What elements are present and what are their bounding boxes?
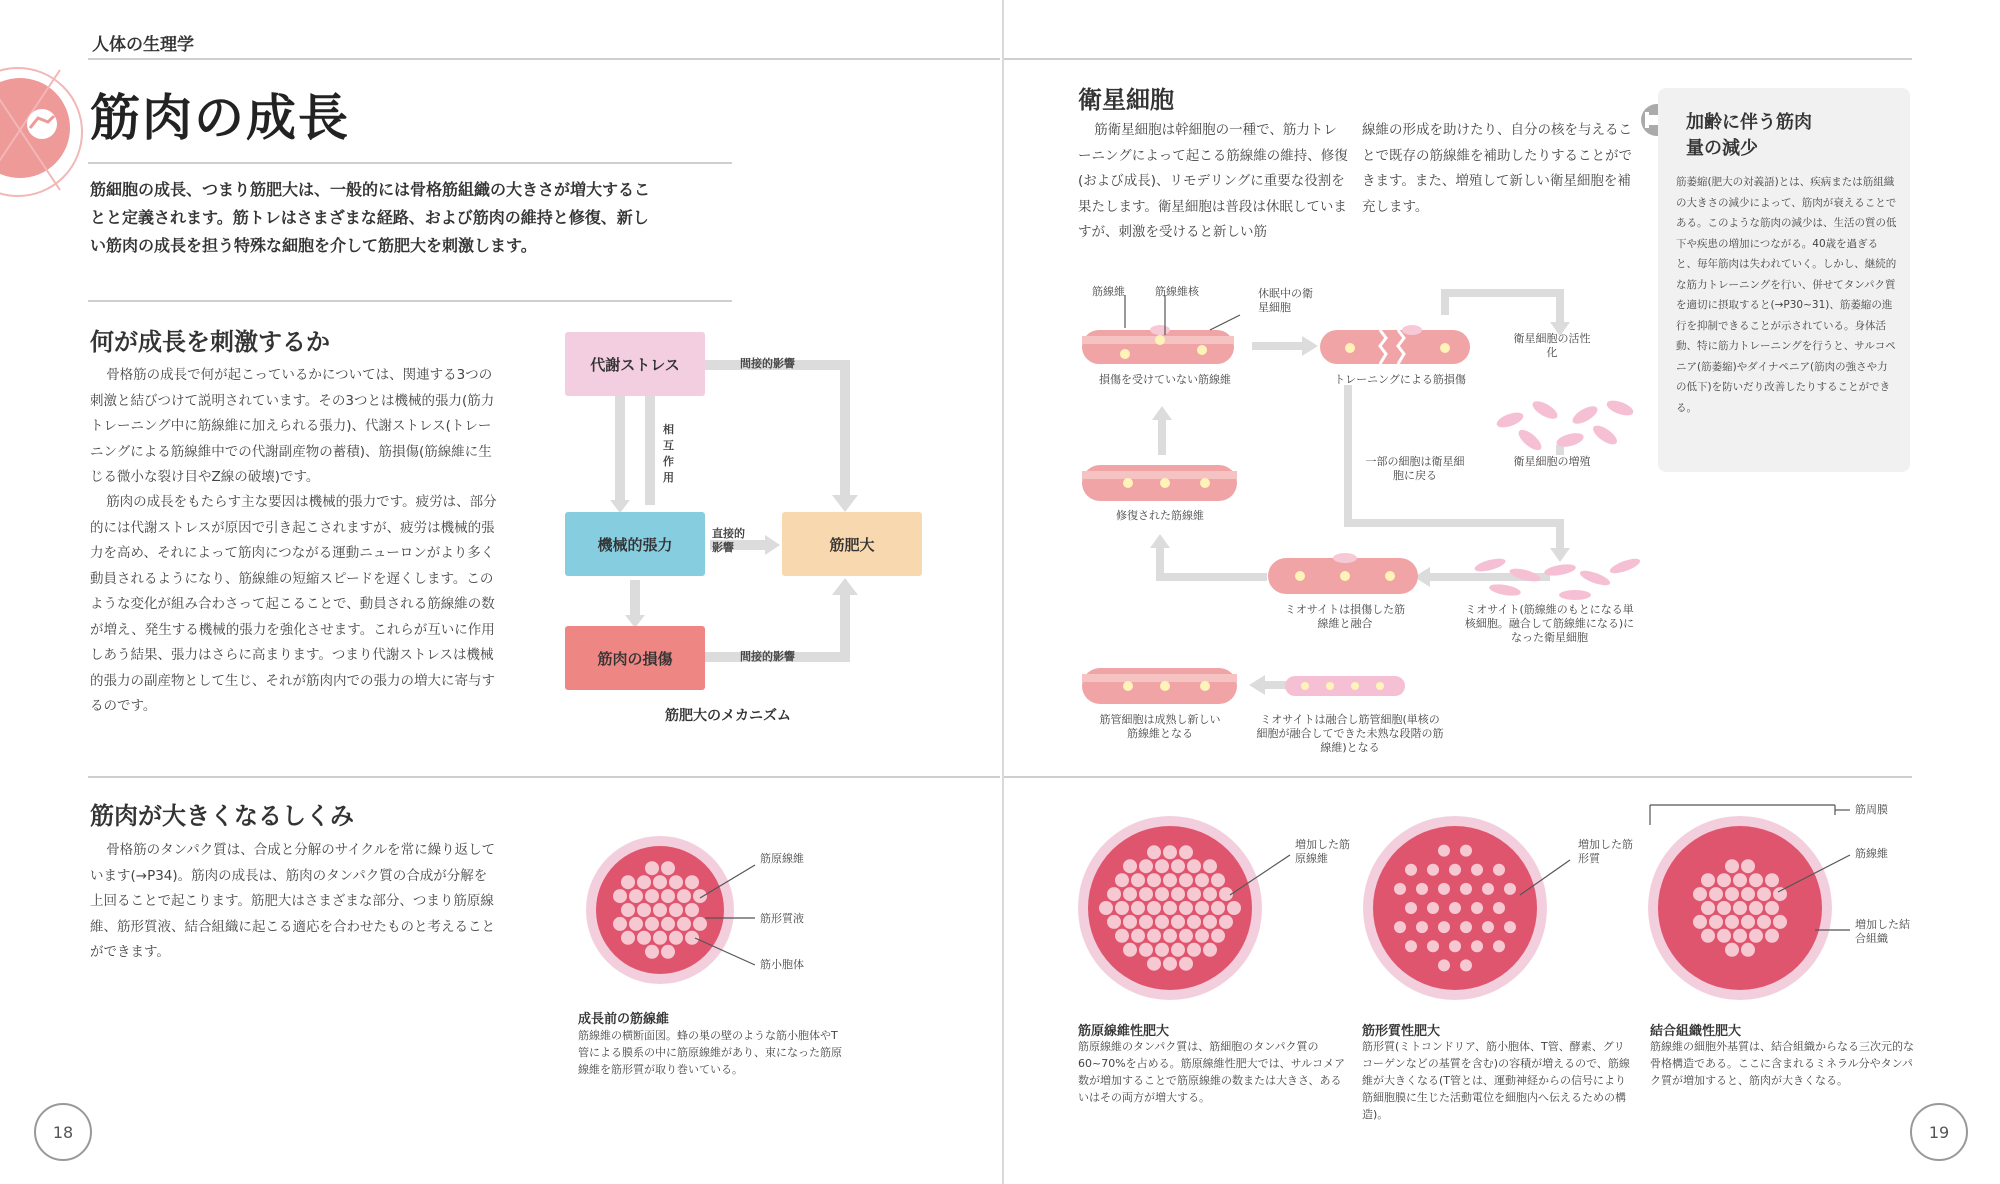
fiber-fused [1268, 553, 1418, 594]
caption-sarcoplasmic-title: 筋形質性肥大 [1362, 1024, 1441, 1039]
caption-myofibrillar-title: 筋原線維性肥大 [1078, 1024, 1170, 1039]
myofibril-dot [1163, 845, 1177, 859]
myofibril-dot [1147, 845, 1161, 859]
myofibril-dot [621, 931, 635, 945]
myofibril-dot [1203, 859, 1217, 873]
myofibril-dot [645, 945, 659, 959]
myofibril-dot [1123, 943, 1137, 957]
myofibril-dot [1749, 929, 1763, 943]
myofibril-dot [1139, 859, 1153, 873]
myotube [1285, 676, 1405, 696]
caption-connective-text: 筋線維の細胞外基質は、結合組織からなる三次元的な骨格構造である。ここに含まれるミネラル分やタンパク質が増加すると、筋肉が大きくなる。 [1650, 1040, 1914, 1087]
fiber-undamaged [1082, 325, 1234, 364]
myofibril-dot [1427, 940, 1439, 952]
satellite-col-1: 筋衛星細胞は幹細胞の一種で、筋力トレーニングによって起こる筋線維の維持、修復(および成長)、リモデリングに重要な役割を果たします。衛星細胞は普段は休眠していますが、刺激を受けると新しい筋 [1078, 122, 1348, 240]
label-proliferation: 衛星細胞の増殖 [1513, 455, 1591, 468]
myofibril-dot [1405, 902, 1417, 914]
myofibril-dot [685, 903, 699, 917]
box-mechanical-tension: 機械的張力 [565, 512, 705, 576]
page-number-right: 19 [1910, 1103, 1968, 1161]
fiber-repaired [1082, 465, 1237, 501]
sidebar-body: 筋萎縮(肥大の対義語)とは、疾病または筋組織の大きさの減少によって、筋肉が衰えることである。このような筋肉の減少は、生活の質の低下や疾患の増加につながる。40歳を過ぎると、毎年筋肉は失われていく。しかし、継続的な筋力トレーニングを行い、併せてタンパク質を適切に摂取すると(→P30~31)、筋萎縮の進行を抑制できることが示されている。身体活動、特に筋力トレーニングを行うと、サルコペニア(筋萎縮)やダイナペニア(筋肉の強さや力の低下)を防いだり改善したりすることができる。 [1676, 176, 1897, 414]
chapter-tab-icon [0, 68, 82, 196]
myofibril-dot [1504, 883, 1516, 895]
myofibril-dot [1504, 921, 1516, 933]
myofibril-dot [1693, 887, 1707, 901]
label-dormant: 休眠中の衛星細胞 [1258, 287, 1313, 314]
myofibril-dot [1757, 887, 1771, 901]
label-mutual: 相互作用 [663, 423, 674, 484]
myofibril-dot [1115, 873, 1129, 887]
myofibril-dot [1773, 887, 1787, 901]
label-mito: 筋小胞体 [760, 958, 804, 971]
myofibril-dot [1163, 929, 1177, 943]
section-rule-2 [88, 776, 1000, 778]
myofibril-dot [1438, 921, 1450, 933]
myofibril-dot [1394, 921, 1406, 933]
myofibril-dot [637, 903, 651, 917]
myofibril-dot [661, 889, 675, 903]
label-sarcoplasm: 筋形質液 [760, 912, 804, 925]
myofibril-dot [677, 889, 691, 903]
myofibril-dot [1471, 864, 1483, 876]
myofibril-dot [1449, 902, 1461, 914]
box-metabolic-stress: 代謝ストレス [565, 332, 705, 396]
page-number-left: 18 [34, 1103, 92, 1161]
myofibril-dot [1438, 959, 1450, 971]
myofibril-dot [1749, 901, 1763, 915]
label-returned: 一部の細胞は衛星細胞に戻る [1365, 455, 1465, 482]
myofibril-dot [645, 917, 659, 931]
myofibril-dot [1131, 901, 1145, 915]
myofibril-dot [1427, 864, 1439, 876]
myofibril-dot [669, 875, 683, 889]
myofibril-dot [1123, 915, 1137, 929]
myofibril-dot [1749, 873, 1763, 887]
myofibril-dot [1709, 915, 1723, 929]
myofibril-dot [1493, 864, 1505, 876]
label-repaired: 修復された筋線維 [1116, 509, 1204, 522]
myofibril-dot [1107, 915, 1121, 929]
myofibril-dot [1187, 915, 1201, 929]
heading-growth: 筋肉が大きくなるしくみ [90, 802, 354, 830]
myofibril-dot [1155, 943, 1169, 957]
myofibril-dot [1163, 901, 1177, 915]
satellite-cells-proliferating [1495, 398, 1635, 454]
myofibril-dot [1733, 873, 1747, 887]
diagram-caption-mechanism: 筋肥大のメカニズム [665, 708, 791, 724]
box-muscle-damage: 筋肉の損傷 [565, 626, 705, 690]
label-myocyte: ミオサイト(筋線維のもとになる単核細胞。融合して筋線維になる)になった衛星細胞 [1464, 603, 1635, 644]
myofibril-dot [613, 889, 627, 903]
label-indirect-top: 間接的影響 [740, 357, 795, 370]
growth-paragraph: 骨格筋のタンパク質は、合成と分解のサイクルを常に繰り返しています(→P34)。筋肉の成長は、筋肉のタンパク質の合成が分解を上回ることで起こります。筋肥大はさまざまな部分、つまり筋原線維、筋形質液、結合組織に起こる適応を合わせたものと考えることができます。 [90, 842, 496, 960]
myofibril-dot [653, 903, 667, 917]
myofibril-dot [1179, 845, 1193, 859]
myofibril-dot [1179, 873, 1193, 887]
caption-before-text: 筋線維の横断面図。蜂の巣の壁のような筋小胞体やT管による膜系の中に筋原線維があり、束になった筋原線維を筋形質が取り巻いている。 [578, 1029, 842, 1076]
page-title: 筋肉の成長 [90, 89, 350, 147]
myofibril-dot [1427, 902, 1439, 914]
title-rule [88, 162, 732, 164]
label-undamaged: 損傷を受けていない筋線維 [1099, 373, 1231, 386]
myofibril-dot [1733, 901, 1747, 915]
myofibril-dot [1405, 940, 1417, 952]
lead-paragraph: 筋細胞の成長、つまり筋肥大は、一般的には骨格筋組織の大きさが増大することと定義されます。筋トレはさまざまな経路、および筋肉の維持と修復、新しい筋肉の成長を担う特殊な細胞を介して筋肥大を刺激します。 [90, 180, 651, 255]
label-inc-myofibril: 増加した筋原線維 [1295, 838, 1350, 865]
myofibril-dot [1171, 915, 1185, 929]
myofibril-dot [1155, 915, 1169, 929]
label-matured: 筋管細胞は成熟し新しい筋線維となる [1099, 713, 1221, 740]
myofibril-dot [637, 875, 651, 889]
stimulus-paragraph-1: 骨格筋の成長で何が起こっているかについては、関連する3つの刺激と結びつけて説明されています。その3つとは機械的張力(筋力トレーニング中に筋線維に加えられる張力)、代謝ストレス(トレーニングによる筋線維中での代謝副産物の蓄積)、筋損傷(筋線維に生じる微小な裂け目やZ線の破壊)です。 [90, 367, 495, 485]
myofibril-dot [1471, 902, 1483, 914]
myofibril-dot [1693, 915, 1707, 929]
myofibril-dot [1460, 845, 1472, 857]
myofibril-dot [1171, 943, 1185, 957]
myofibril-dot [1416, 883, 1428, 895]
myofibril-dot [661, 861, 675, 875]
myofibril-dot [1460, 959, 1472, 971]
myofibril-dot [1171, 887, 1185, 901]
myofibril-dot [629, 889, 643, 903]
label-fiber: 筋線維 [1092, 285, 1125, 298]
label-damaged: トレーニングによる筋損傷 [1334, 373, 1466, 386]
section-rule-2-right [1004, 776, 1912, 778]
mechanism-arrows [620, 365, 845, 657]
myofibril-dot [1195, 929, 1209, 943]
caption-myofibrillar-text: 筋原線維のタンパク質は、筋細胞のタンパク質の60~70%を占める。筋原線維性肥大では、サルコメア数が増加することで筋原線維の数または大きさ、あるいはその両方が増大する。 [1078, 1040, 1346, 1104]
myofibril-dot [1203, 887, 1217, 901]
myofibril-dot [1179, 929, 1193, 943]
page-fold [1002, 0, 1004, 1184]
myofibril-dot [1211, 873, 1225, 887]
myofibril-dot [1460, 921, 1472, 933]
myofibril-dot [645, 861, 659, 875]
label-inc-sarcoplasm: 増加した筋形質 [1578, 838, 1633, 865]
section-label: 人体の生理学 [92, 35, 194, 55]
label-nucleus: 筋線維核 [1155, 285, 1199, 298]
caption-before-title: 成長前の筋線維 [578, 1012, 670, 1027]
myofibril-dot [1147, 901, 1161, 915]
myofibril-dot [1147, 873, 1161, 887]
myofibril-dot [1449, 864, 1461, 876]
myofibril-dot [1147, 957, 1161, 971]
myofibril-dot [1717, 873, 1731, 887]
label-activation: 衛星細胞の活性化 [1513, 332, 1591, 359]
myofibril-dot [1438, 883, 1450, 895]
myofibril-dot [1765, 873, 1779, 887]
myofibril-dot [685, 931, 699, 945]
myofibril-dot [1405, 864, 1417, 876]
myofibril-dot [1482, 883, 1494, 895]
label-fascicle: 筋線維 [1855, 847, 1888, 860]
myofibril-dot [1211, 901, 1225, 915]
label-inc-connective: 増加した結合組織 [1855, 918, 1910, 945]
myofibril-dot [1741, 915, 1755, 929]
myofibril-dot [1179, 901, 1193, 915]
myofibril-dot [1187, 943, 1201, 957]
myofibril-dot [693, 917, 707, 931]
myofibril-dot [1709, 887, 1723, 901]
myofibril-dot [1203, 943, 1217, 957]
myofibril-dot [1155, 887, 1169, 901]
myofibril-dot [653, 875, 667, 889]
myofibril-dot [1394, 883, 1406, 895]
myofibril-dot [621, 903, 635, 917]
myofibril-dot [1179, 957, 1193, 971]
myofibril-dot [661, 917, 675, 931]
myofibril-dot [1471, 940, 1483, 952]
myofibril-dot [1717, 901, 1731, 915]
myofibril-dot [1155, 859, 1169, 873]
myofibril-dot [1460, 883, 1472, 895]
caption-sarcoplasmic-text: 筋形質(ミトコンドリア、筋小胞体、T管、酵素、グリコーゲンなどの基質を含む)の容積が増えるので、筋線維が大きくなる(T管とは、運動神経からの信号により筋細胞膜に生じた活動電位を細胞内へ伝えるための構造)。 [1362, 1040, 1630, 1121]
myofibril-dot [1438, 845, 1450, 857]
myofibril-dot [1195, 901, 1209, 915]
myofibril-dot [1099, 901, 1113, 915]
myofibril-dot [1115, 901, 1129, 915]
header-rule-right [1004, 58, 1912, 60]
fiber-damaged [1320, 325, 1470, 364]
myofibril-dot [653, 931, 667, 945]
myofibril-dot [1115, 929, 1129, 943]
myofibril-dot [1725, 943, 1739, 957]
myofibril-dot [1107, 887, 1121, 901]
myofibril-dot [1171, 859, 1185, 873]
myofibril-dot [1493, 940, 1505, 952]
label-indirect-bottom: 間接的影響 [740, 650, 795, 663]
myofibril-dot [669, 931, 683, 945]
myofibril-dot [1163, 957, 1177, 971]
myofibril-dot [1725, 915, 1739, 929]
heading-satellite: 衛星細胞 [1078, 86, 1174, 114]
myofibril-dot [1123, 887, 1137, 901]
myofibril-dot [1203, 915, 1217, 929]
myofibril-dot [1741, 887, 1755, 901]
myofibril-dot [1219, 915, 1233, 929]
label-perimysium: 筋周膜 [1855, 803, 1888, 816]
myofibril-dot [1482, 921, 1494, 933]
myofibril-dot [1449, 940, 1461, 952]
myofibril-dot [1725, 859, 1739, 873]
myofibril-dot [1187, 887, 1201, 901]
label-fused: ミオサイトは損傷した筋線維と融合 [1284, 603, 1406, 630]
myofibril-dot [1187, 859, 1201, 873]
myofibril-dot [1139, 943, 1153, 957]
myofibril-dot [645, 889, 659, 903]
myofibril-dot [1701, 901, 1715, 915]
label-myotube: ミオサイトは融合し筋管細胞(単核の細胞が融合してできた未熟な段階の筋線維)となる [1256, 713, 1444, 754]
myofibril-dot [685, 875, 699, 889]
myofibril-dot [1741, 943, 1755, 957]
myofibril-dot [1701, 873, 1715, 887]
myofibril-dot [1139, 887, 1153, 901]
myofibril-dot [1717, 929, 1731, 943]
myofibril-dot [1725, 887, 1739, 901]
myofibril-dot [637, 931, 651, 945]
myofibril-dot [1195, 873, 1209, 887]
myofibril-dot [669, 903, 683, 917]
myofibril-dot [1416, 921, 1428, 933]
myofibril-dot [1139, 915, 1153, 929]
myofibril-dot [1131, 873, 1145, 887]
myofibril-dot [1211, 929, 1225, 943]
myofibril-dot [1765, 901, 1779, 915]
caption-connective-title: 結合組織性肥大 [1650, 1024, 1742, 1039]
stimulus-paragraph-2: 筋肉の成長をもたらす主な要因は機械的張力です。疲労は、部分的には代謝ストレスが原因で引き起こされますが、疲労は機械的張力を高め、それによって筋肉につながる運動ニューロンがより多く動員されるようになり、筋線維の短縮スピードを遅くします。このような変化が組み合わさって起こることで、動員される筋線維の数が増え、発生する機械的張力を強化させます。これらが互いに作用しあう結果、張力はさらに高まります。つまり代謝ストレスは機械的張力の副産物として生じ、それが筋肉内での張力の増大に寄与するのです。 [90, 494, 497, 714]
label-direct: 直接的影響 [712, 527, 745, 554]
heading-stimulus: 何が成長を刺激するか [90, 328, 330, 356]
myofibril-dot [661, 945, 675, 959]
myofibril-dot [1163, 873, 1177, 887]
myofibril-dot [677, 917, 691, 931]
box-hypertrophy: 筋肥大 [782, 512, 922, 576]
fiber-new [1082, 668, 1237, 704]
myofibril-dot [1741, 859, 1755, 873]
myofibril-dot [1773, 915, 1787, 929]
myofibril-dot [1131, 929, 1145, 943]
myofibril-dot [629, 917, 643, 931]
myofibril-dot [1493, 902, 1505, 914]
sidebar-title: 加齢に伴う筋肉量の減少 [1686, 112, 1812, 159]
myofibril-dot [621, 875, 635, 889]
myofibril-dot [693, 889, 707, 903]
myofibril-dot [1227, 901, 1241, 915]
myofibril-dot [1733, 929, 1747, 943]
myofibril-dot [1147, 929, 1161, 943]
myofibril-dot [1701, 929, 1715, 943]
myofibril-dot [1765, 929, 1779, 943]
satellite-col-2: 線維の形成を助けたり、自分の核を与えることで既存の筋線維を補助したりすることができます。また、増殖して新しい衛星細胞を補充します。 [1362, 122, 1632, 215]
myofibril-dot [1123, 859, 1137, 873]
myofibril-dot [613, 917, 627, 931]
label-myofibril: 筋原線維 [760, 852, 804, 865]
myofibril-dot [1757, 915, 1771, 929]
section-rule-1 [88, 300, 732, 302]
header-rule [88, 58, 1000, 60]
